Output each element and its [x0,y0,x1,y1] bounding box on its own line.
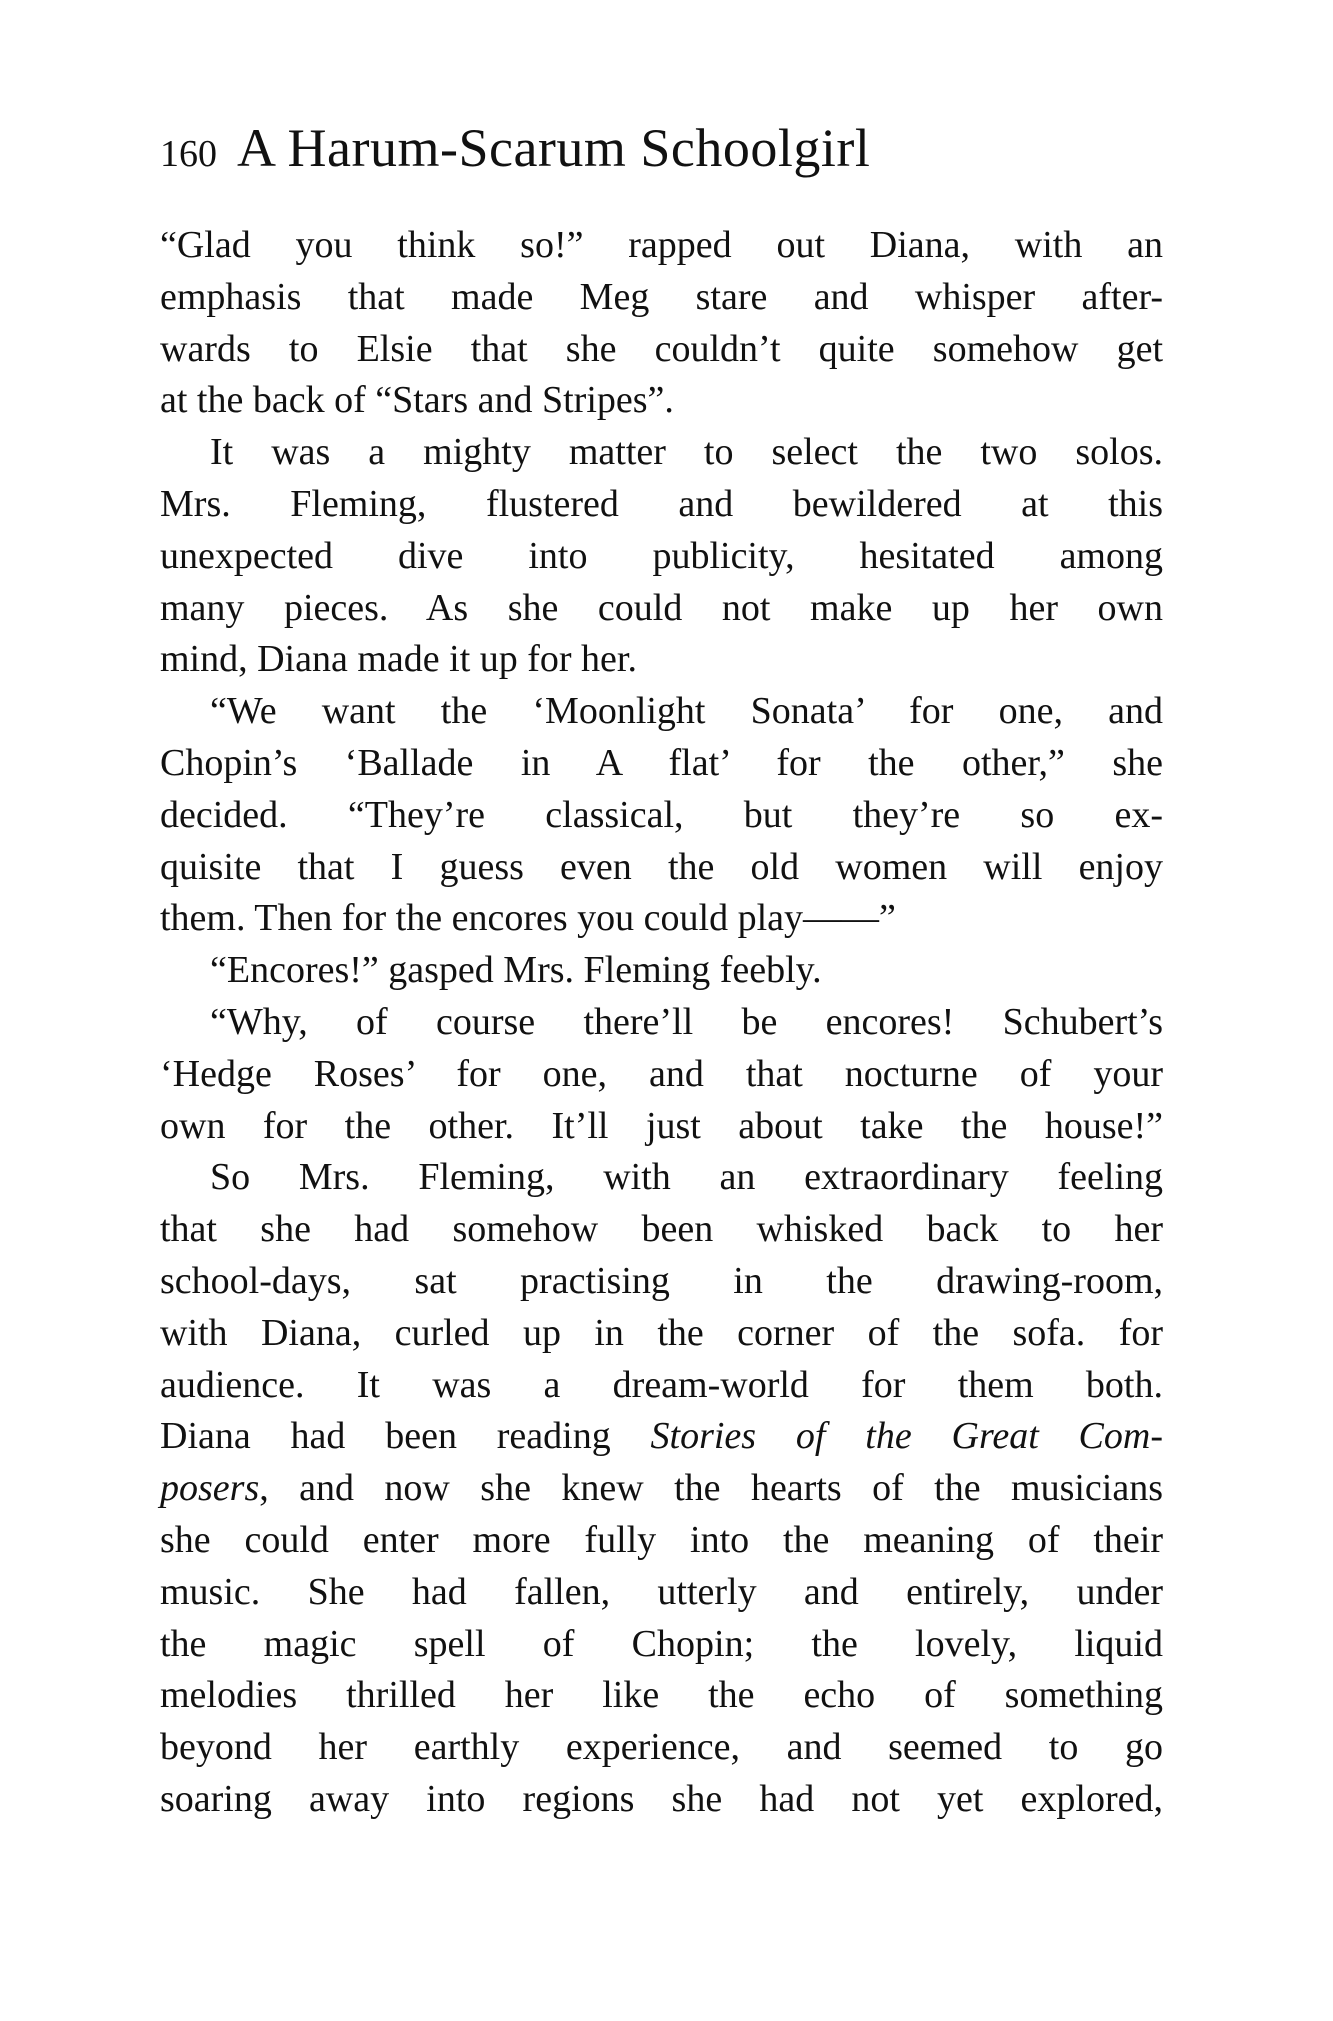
text-line: soaring away into regions she had not yet explored, [160,1777,1163,1820]
text-line: “Glad you think so!” rapped out Diana, with an [160,224,1163,266]
text-line: music. She had fallen, utterly and entirely, under [160,1570,1163,1613]
text-line: quisite that I guess even the old women will enjoy [160,845,1163,888]
page-number: 160 [160,133,217,175]
body-text [160,220,1163,1826]
text-line: with Diana, curled up in the corner of the sofa. for [160,1311,1163,1354]
text-line: own for the other. It’ll just about take the house!” [160,1104,1163,1147]
text-run: , and now she knew the hearts of the musicians [259,1467,1163,1510]
text-line: the magic spell of Chopin; the lovely, liquid [160,1622,1163,1665]
text-line: mind, Diana made it up for her. [160,638,637,681]
text-line: Mrs. Fleming, flustered and bewildered at this [160,482,1163,525]
running-header [160,108,1160,188]
text-line: beyond her earthly experience, and seemed to go [160,1726,1163,1769]
running-title: A Harum-Scarum Schoolgirl [237,118,871,178]
text-line: many pieces. As she could not make up her own [160,586,1163,629]
text-line: “Why, of course there’ll be encores! Schubert’s [210,1000,1163,1043]
text-line: school-days, sat practising in the drawing-room, [160,1259,1163,1302]
text-line: audience. It was a dream-world for them both. [160,1363,1163,1406]
book-title-italic: posers [160,1467,260,1510]
text-line: decided. “They’re classical, but they’re so ex- [160,793,1163,836]
text-line: melodies thrilled her like the echo of something [160,1674,1163,1717]
text-line: that she had somehow been whisked back to her [160,1208,1163,1251]
text-line: So Mrs. Fleming, with an extraordinary feeling [210,1156,1163,1199]
text-line: them. Then for the encores you could play——” [160,897,896,940]
text-line: Chopin’s ‘Ballade in A flat’ for the other,” she [160,741,1163,784]
text-line: she could enter more fully into the meaning of their [160,1518,1163,1561]
text-line-with-italic [160,1411,1163,1463]
text-line: ‘Hedge Roses’ for one, and that nocturne of your [160,1052,1163,1095]
text-line: It was a mighty matter to select the two solos. [210,431,1163,474]
text-run: Diana had been reading [160,1415,651,1458]
text-line-with-italic [160,1463,1163,1515]
text-line: at the back of “Stars and Stripes”. [160,379,674,422]
text-line: “We want the ‘Moonlight Sonata’ for one, and [210,690,1163,733]
text-line: unexpected dive into publicity, hesitated among [160,534,1163,577]
text-line: emphasis that made Meg stare and whisper after- [160,275,1163,318]
book-title-italic: Stories of the Great Com- [650,1415,1163,1458]
text-line: “Encores!” gasped Mrs. Fleming feebly. [210,949,822,992]
text-line: wards to Elsie that she couldn’t quite somehow get [160,327,1163,370]
